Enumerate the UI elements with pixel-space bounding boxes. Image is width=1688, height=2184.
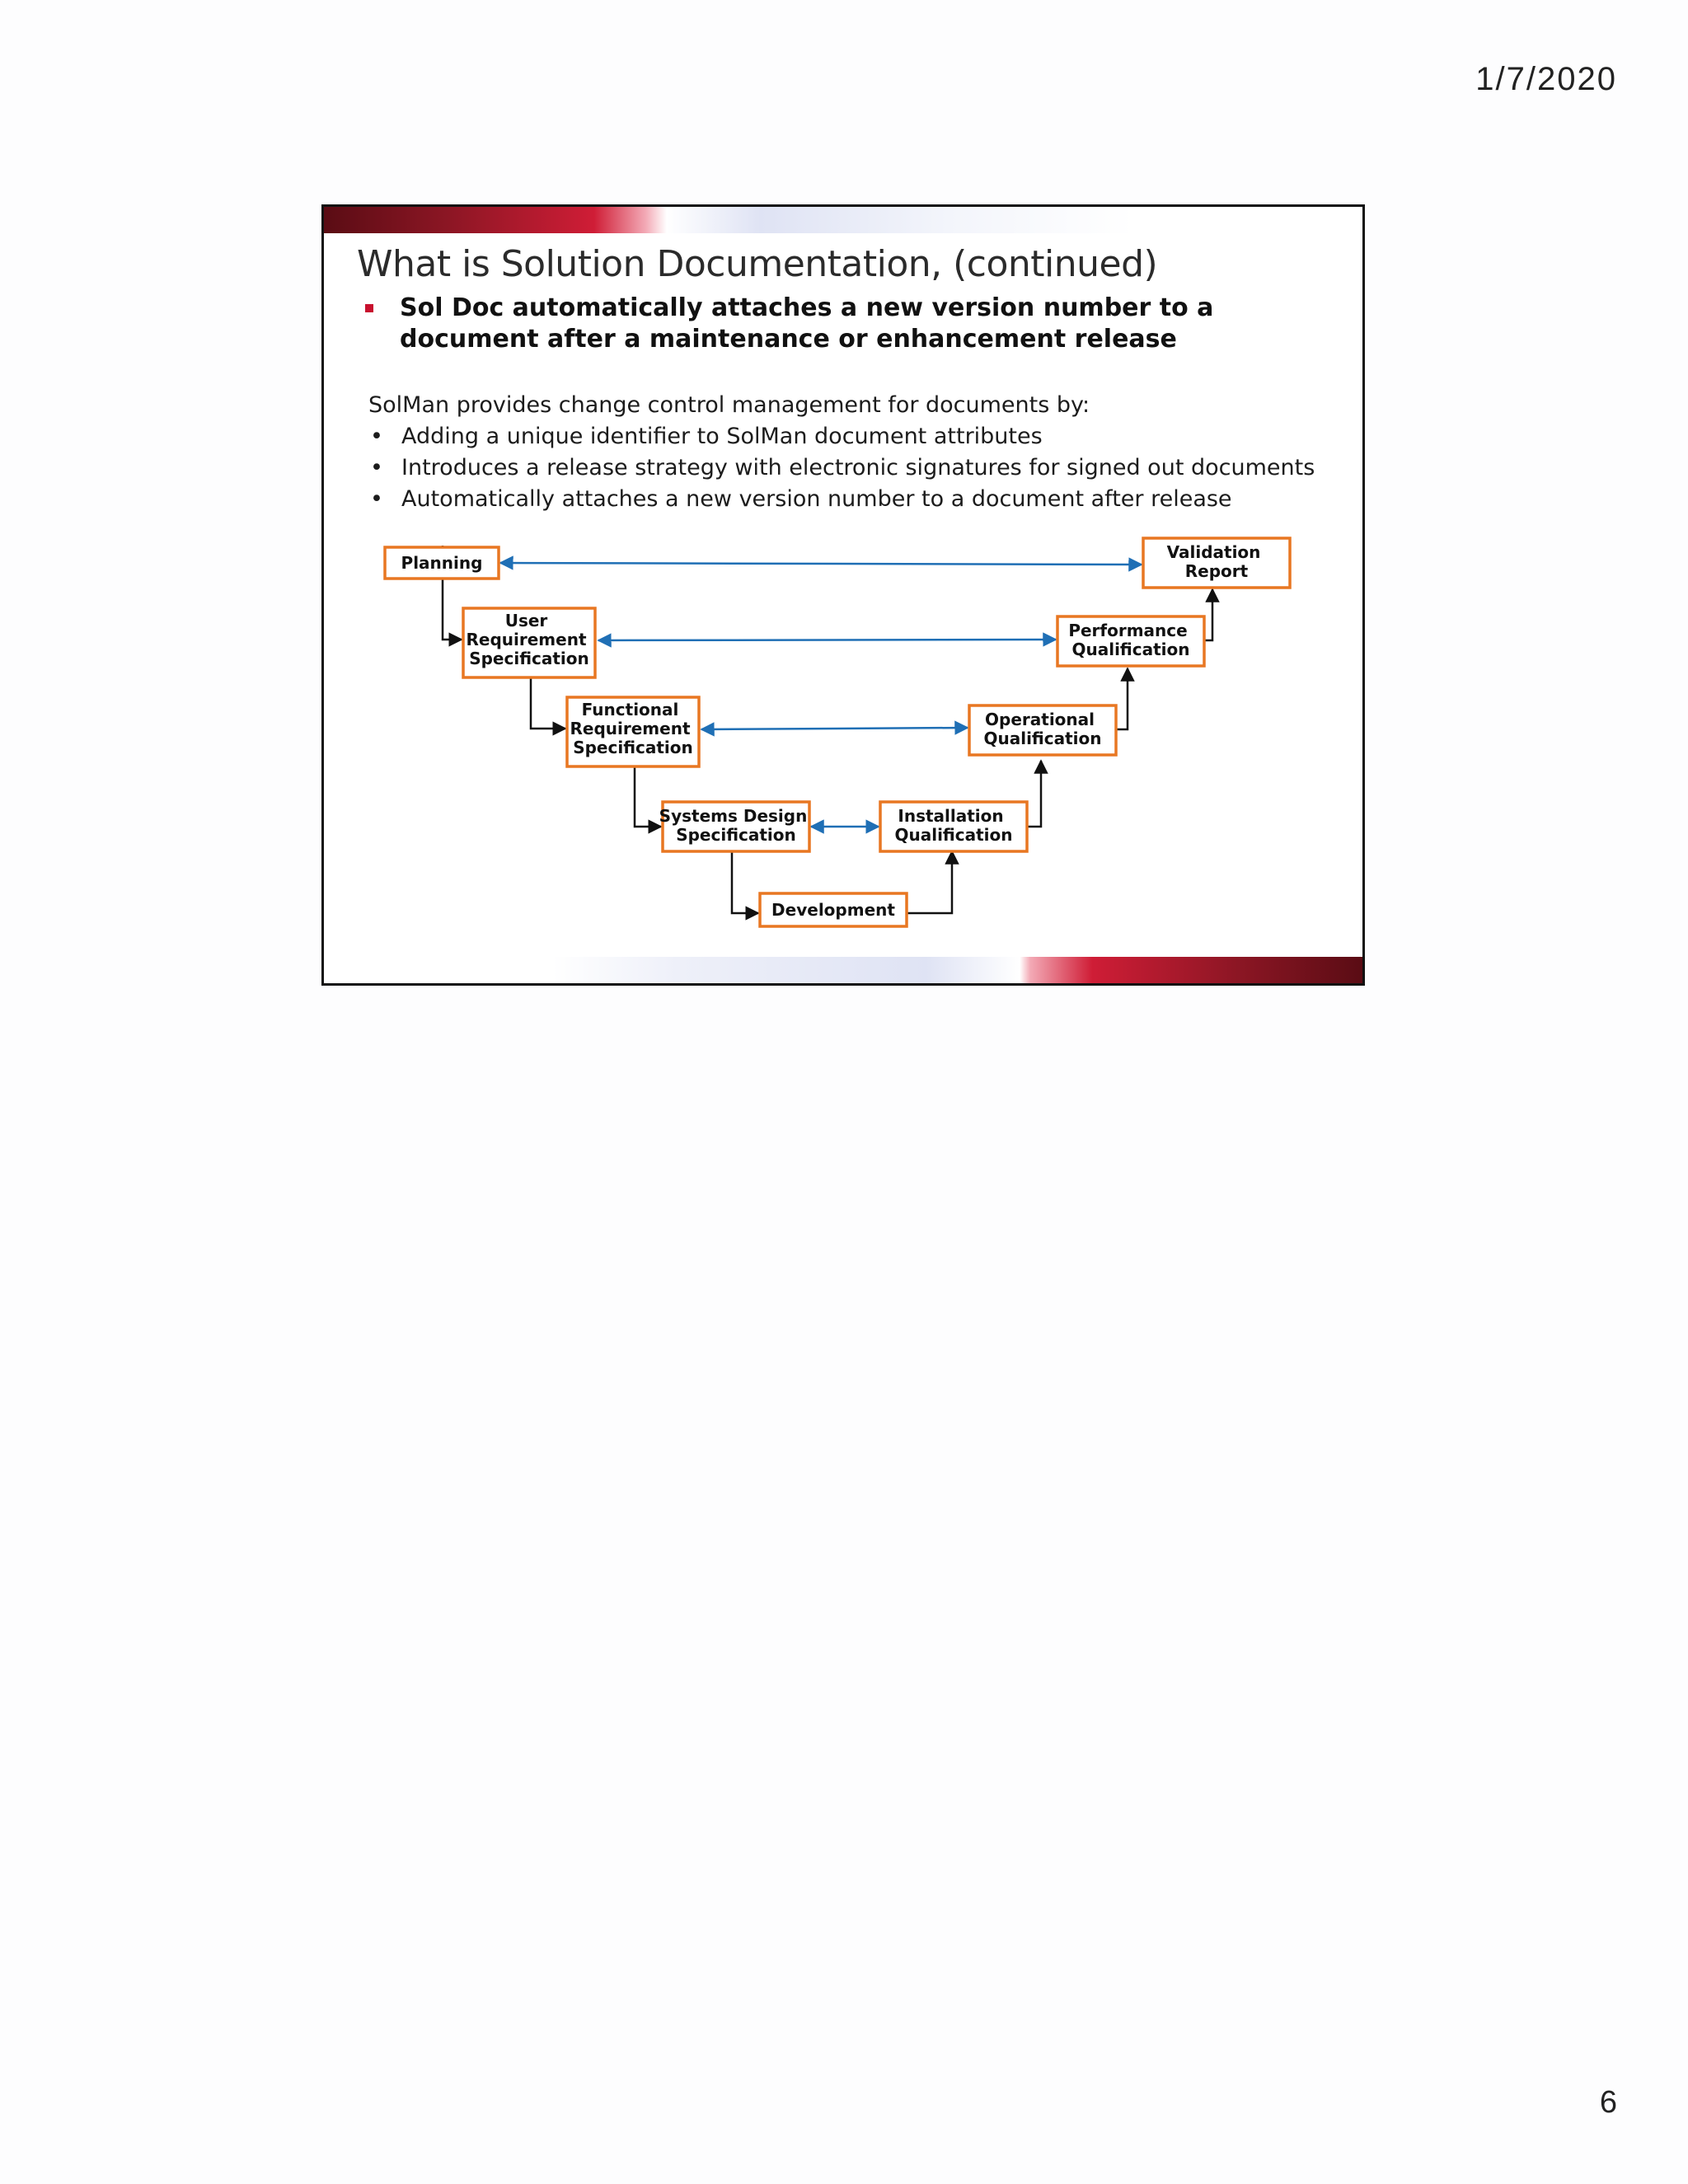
box-label: Development — [771, 900, 895, 920]
box-label: Specification — [573, 738, 693, 757]
bullet-dot-icon: • — [370, 455, 383, 480]
slide-bottom-band — [324, 957, 1362, 983]
box-label: Specification — [676, 825, 796, 845]
box-label: Performance — [1068, 621, 1188, 640]
box-operational-qualification — [969, 705, 1116, 755]
intro-text: SolMan provides change control management for documents by: — [368, 392, 1090, 418]
list-item: • Automatically attaches a new version number to a document after release — [368, 484, 1341, 515]
svg-text:Operational Qualificat — [983, 710, 1101, 748]
box-label: Functional — [581, 700, 679, 719]
box-label: Systems Design — [659, 806, 808, 826]
page-date: 1/7/2020 — [1475, 61, 1617, 97]
box-label: Operational — [985, 710, 1095, 729]
box-label: User — [504, 611, 548, 630]
box-validation-report — [1143, 538, 1290, 588]
box-label: Installation — [898, 806, 1004, 826]
trace-arrow — [701, 728, 968, 729]
svg-text:Systems Design Specifi — [659, 806, 814, 845]
box-planning — [385, 547, 499, 579]
list-item: • Adding a unique identifier to SolMan document attributes — [368, 421, 1341, 452]
flow-arrow — [531, 671, 565, 729]
svg-text:Planning — [401, 553, 483, 573]
slide — [321, 204, 1365, 986]
svg-text:Installation Qualifica — [894, 806, 1012, 845]
box-performance-qualification — [1057, 616, 1204, 666]
box-label: Specification — [469, 649, 589, 668]
box-label: Requirement — [570, 719, 691, 738]
key-point-text: Sol Doc automatically attaches a new version number to a document after a maintenance or enhancement release — [400, 293, 1214, 354]
box-user-requirement-specification — [463, 608, 595, 677]
svg-text:Development — [771, 900, 895, 920]
box-label: Qualification — [983, 729, 1102, 748]
page-number: 6 — [1599, 2085, 1617, 2120]
box-systems-design-specification — [659, 802, 814, 851]
box-functional-requirement-specification — [567, 697, 699, 766]
v-model-diagram — [324, 207, 1362, 983]
box-development — [760, 893, 907, 926]
box-label: Report — [1184, 561, 1249, 581]
box-label: Planning — [401, 553, 483, 573]
box-label: Validation — [1166, 542, 1261, 562]
bullet-dot-icon: • — [370, 486, 383, 512]
svg-text:Performance Qualificat — [1068, 621, 1193, 659]
flow-arrow — [907, 851, 952, 913]
box-label: Requirement — [466, 630, 587, 649]
box-label: Qualification — [1071, 640, 1190, 659]
svg-text:Functional Requirement — [570, 700, 696, 757]
slide-title: What is Solution Documentation, (continued) — [357, 243, 1158, 285]
box-installation-qualification — [880, 802, 1027, 851]
flow-arrow — [635, 764, 661, 827]
bullet-dot-icon: • — [370, 424, 383, 449]
flow-arrow — [732, 850, 758, 913]
list-item: • Introduces a release strategy with electronic signatures for signed out documents — [368, 452, 1341, 484]
traceability-connectors — [500, 563, 1142, 827]
trace-arrow — [500, 563, 1142, 565]
box-label: Qualification — [894, 825, 1013, 845]
